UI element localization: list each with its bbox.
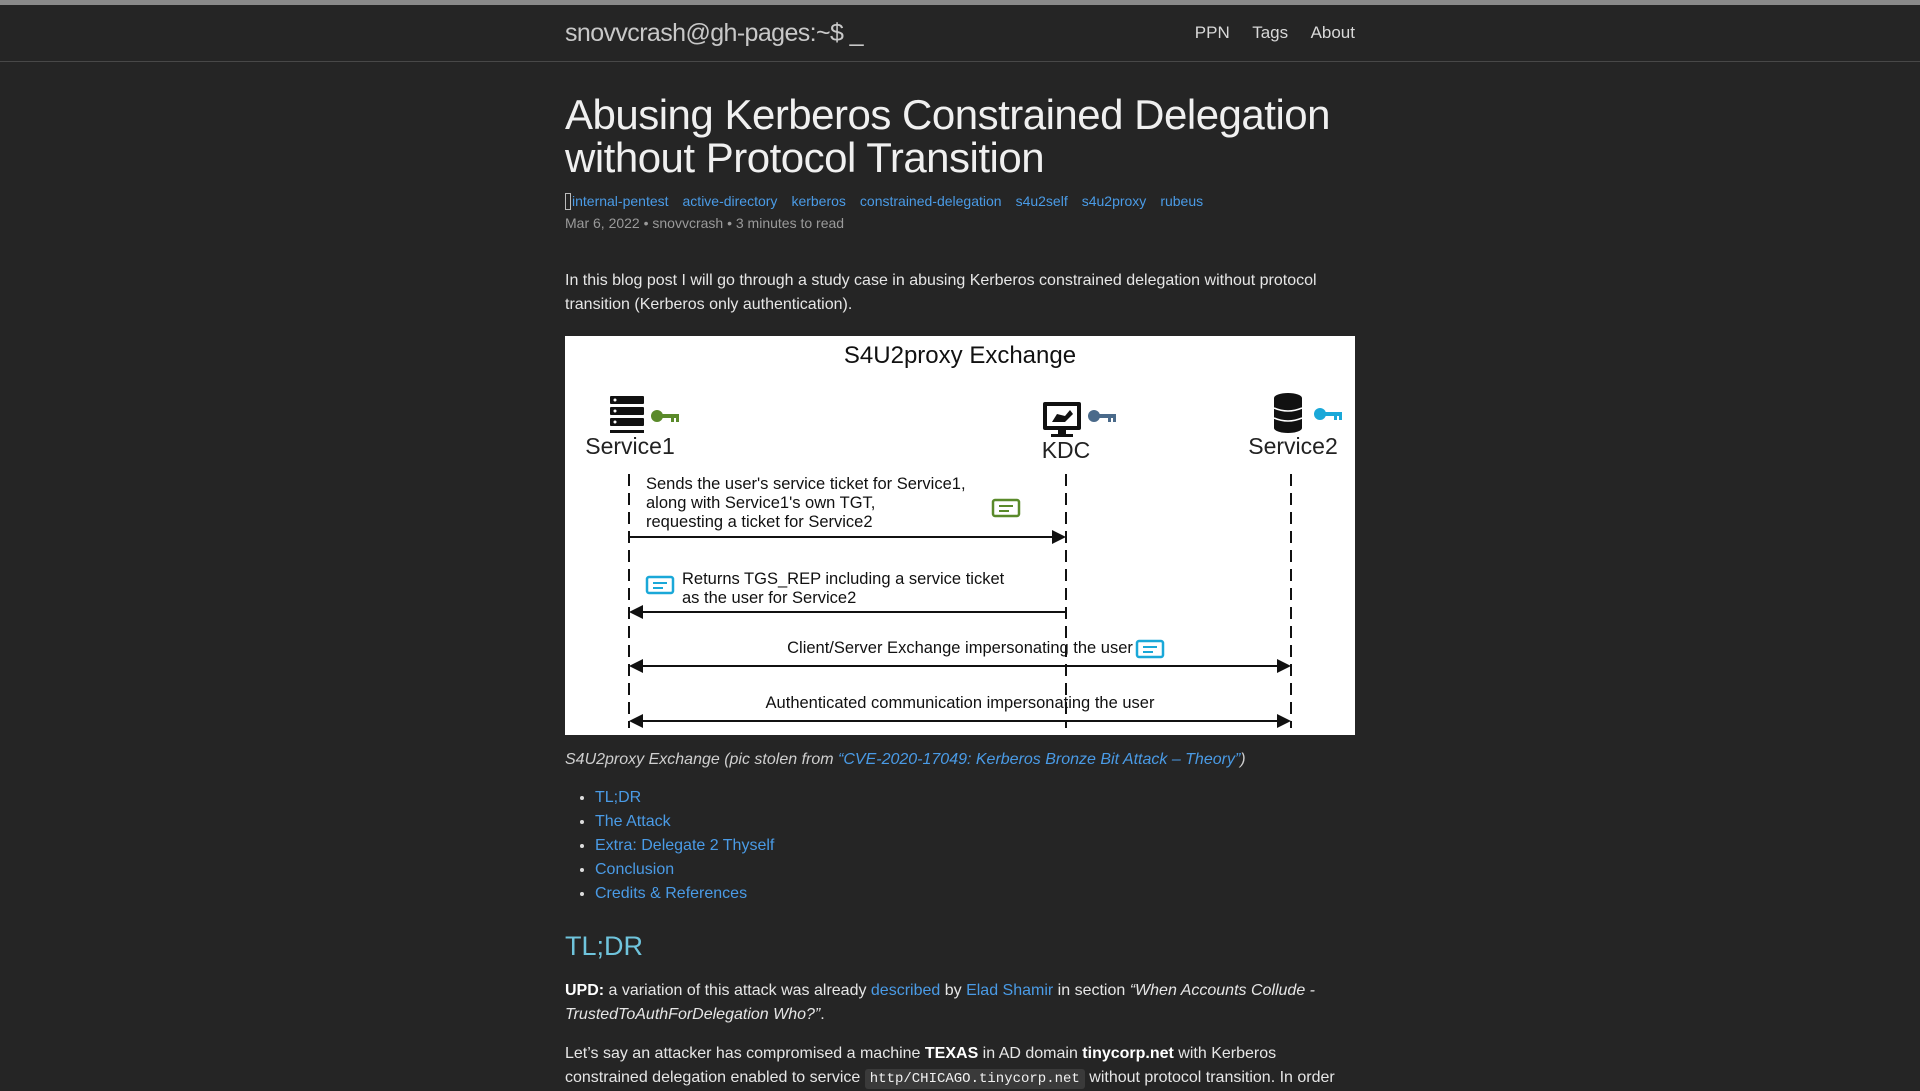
paragraph-text: by	[940, 982, 967, 999]
toc-link-credits[interactable]: Credits & References	[595, 885, 748, 902]
ticket-icon-blue	[647, 577, 673, 593]
site-title-link[interactable]: snovvcrash@gh-pages:~$ _	[565, 18, 863, 47]
nav-tags[interactable]: Tags	[1252, 23, 1289, 42]
figure-caption	[565, 748, 1355, 772]
toc-link-tldr[interactable]: TL;DR	[595, 789, 642, 806]
domain-name: tinycorp.net	[1082, 1045, 1174, 1062]
paragraph-text: without protocol transition. In order	[1084, 1069, 1335, 1086]
nav-ppn[interactable]: PPN	[1194, 23, 1230, 42]
msg1-line3: requesting a ticket for Service2	[646, 513, 873, 531]
machine-name: TEXAS	[924, 1045, 979, 1062]
server-icon	[610, 396, 644, 433]
toc-link-extra[interactable]: Extra: Delegate 2 Thyself	[595, 837, 775, 854]
elad-shamir-link[interactable]: Elad Shamir	[966, 982, 1054, 999]
msg1-line1: Sends the user's service ticket for Service1,	[646, 475, 966, 493]
ticket-icon-blue	[1137, 641, 1163, 657]
section-quote: “When Accounts Collude - TrustedToAuthForDelegation Who?”	[565, 982, 1315, 1023]
tag-link[interactable]: active-directory	[682, 193, 778, 209]
post-title: Abusing Kerberos Constrained Delegation without Protocol Transition	[565, 91, 1330, 181]
post-meta: Mar 6, 2022 • snovvcrash • 3 minutes to read	[565, 215, 845, 231]
toc-item	[595, 810, 1355, 834]
caption-text: )	[1240, 751, 1246, 768]
key-icon-blue	[1314, 408, 1342, 420]
caption-text: S4U2proxy Exchange (pic stolen from	[565, 751, 839, 768]
paragraph-text: in AD domain	[978, 1045, 1083, 1062]
tag-link[interactable]: s4u2proxy	[1081, 193, 1147, 209]
diagram-title: S4U2proxy Exchange	[843, 342, 1077, 369]
toc-item	[595, 786, 1355, 810]
paragraph-text: in section	[1053, 982, 1130, 999]
ticket-icon-green	[993, 500, 1019, 516]
tag-link[interactable]: kerberos	[791, 193, 846, 209]
msg2-line2: as the user for Service2	[682, 589, 857, 607]
upd-label: UPD:	[565, 982, 605, 999]
actor-service2: Service2	[1248, 433, 1338, 459]
s4u2proxy-diagram	[565, 336, 1355, 735]
site-header	[0, 5, 1920, 62]
upd-paragraph	[565, 979, 1355, 1027]
actor-kdc: KDC	[1041, 437, 1091, 463]
toc-link-the-attack[interactable]: The Attack	[595, 813, 671, 830]
post-tags	[565, 191, 1355, 211]
paragraph-text: Let’s say an attacker has compromised a machine	[565, 1045, 925, 1062]
msg4-label: Authenticated communication impersonating the user	[765, 694, 1155, 712]
tag-link[interactable]: rubeus	[1160, 193, 1204, 209]
paragraph-text: with Kerberos constrained delegation enabled to service	[565, 1045, 1277, 1086]
table-of-contents	[565, 786, 1355, 906]
service-spn-code: http/CHICAGO.tinycorp.net	[865, 1069, 1085, 1089]
msg3-label: Client/Server Exchange impersonating the user	[787, 639, 1133, 657]
toc-item	[595, 858, 1355, 882]
msg1-line2: along with Service1's own TGT,	[646, 494, 876, 512]
section-heading-tldr: TL;DR	[565, 931, 644, 961]
msg2-line1: Returns TGS_REP including a service ticket	[682, 570, 1005, 588]
tag-icon	[565, 193, 571, 210]
described-link[interactable]: described	[870, 982, 941, 999]
toc-item	[595, 834, 1355, 858]
paragraph-text: .	[820, 1006, 825, 1023]
caption-source-link[interactable]: “CVE-2020-17049: Kerberos Bronze Bit Attack – Theory”	[838, 751, 1241, 768]
tag-link[interactable]: s4u2self	[1015, 193, 1068, 209]
key-icon-slate	[1088, 410, 1116, 422]
actor-service1: Service1	[585, 433, 675, 459]
key-icon-green	[651, 410, 679, 422]
tag-link[interactable]: constrained-delegation	[859, 193, 1002, 209]
intro-paragraph: In this blog post I will go through a study case in abusing Kerberos constrained delegation without protocol transition (Kerberos only authentication).	[565, 272, 1317, 313]
paragraph-text: a variation of this attack was already	[604, 982, 871, 999]
scenario-paragraph	[565, 1042, 1355, 1091]
toc-link-conclusion[interactable]: Conclusion	[595, 861, 675, 878]
post-container	[565, 93, 1355, 1091]
database-icon	[1274, 393, 1302, 433]
kdc-monitor-icon	[1043, 402, 1081, 437]
tag-link[interactable]: internal-pentest	[572, 193, 669, 209]
toc-item	[595, 882, 1355, 906]
site-nav	[1177, 23, 1355, 43]
nav-about[interactable]: About	[1310, 23, 1355, 42]
